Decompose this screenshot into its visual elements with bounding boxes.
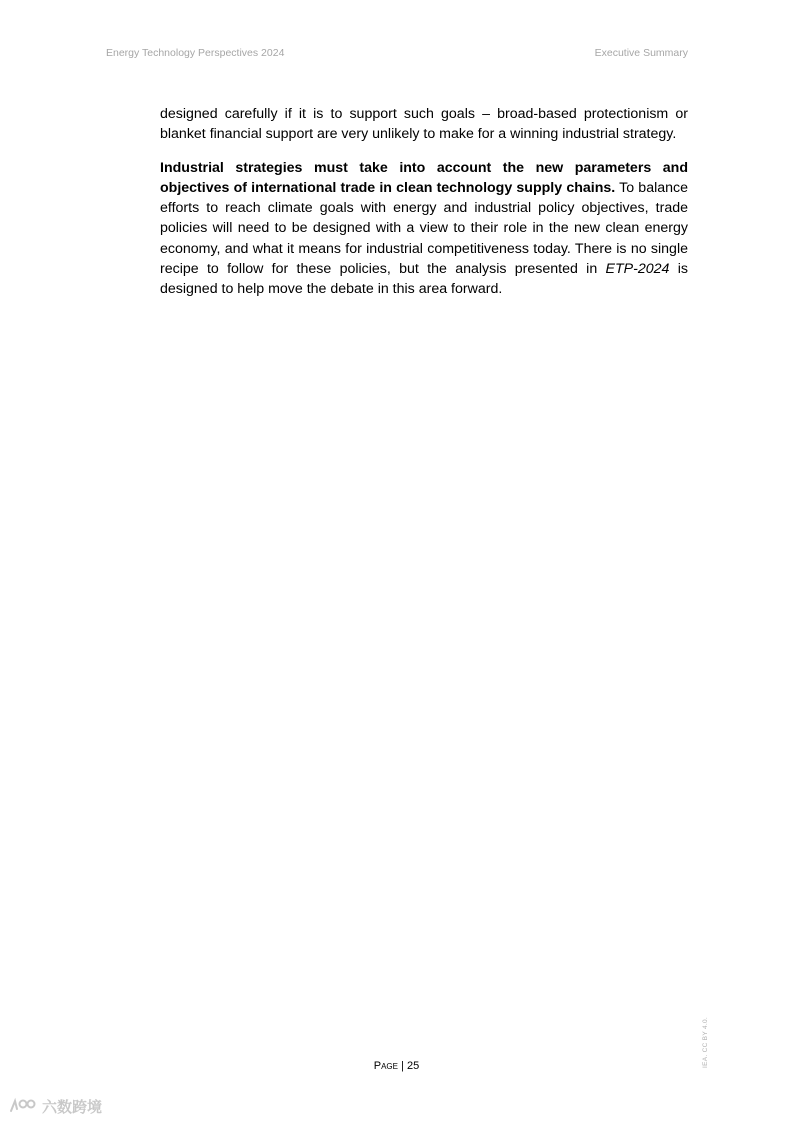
page-header: [106, 47, 688, 63]
paragraph-2: [160, 158, 688, 300]
page-separator: |: [398, 1060, 407, 1072]
page-label-rest: AGE: [381, 1062, 398, 1071]
page-footer: [0, 1060, 793, 1072]
header-section-title: Executive Summary: [594, 47, 688, 59]
watermark-text: 六数跨境: [42, 1098, 103, 1116]
paragraph-1-text: designed carefully if it is to support such goals – broad-based protectionism or blanket financial support are very unlikely to make for a winning industrial strategy.: [160, 106, 688, 143]
paragraph-2-italic-ref: ETP-2024: [605, 261, 670, 278]
paragraph-1: [160, 104, 688, 145]
body-text: [160, 104, 688, 313]
license-note: IEA. CC BY 4.0.: [702, 1017, 709, 1068]
paragraph-2-text-b: is designed to help move the debate in this area forward.: [160, 261, 688, 298]
paragraph-2-text-a: To balance efforts to reach climate goals with energy and industrial policy objectives, trade policies will need to be designed with a view to their role in the new clean energy economy, and what it means for industrial competitiveness today. There is no single recipe to follow for these policies, but the analysis presented in: [160, 179, 689, 278]
page-label-first: P: [373, 1060, 382, 1072]
header-document-title: Energy Technology Perspectives 2024: [106, 47, 285, 59]
watermark: [8, 1094, 102, 1118]
paragraph-2-bold-lead: Industrial strategies must take into account the new parameters and objectives of international trade in clean technology supply chains.: [160, 159, 688, 196]
watermark-logo-icon: [8, 1097, 38, 1115]
page-number: 25: [406, 1060, 420, 1072]
